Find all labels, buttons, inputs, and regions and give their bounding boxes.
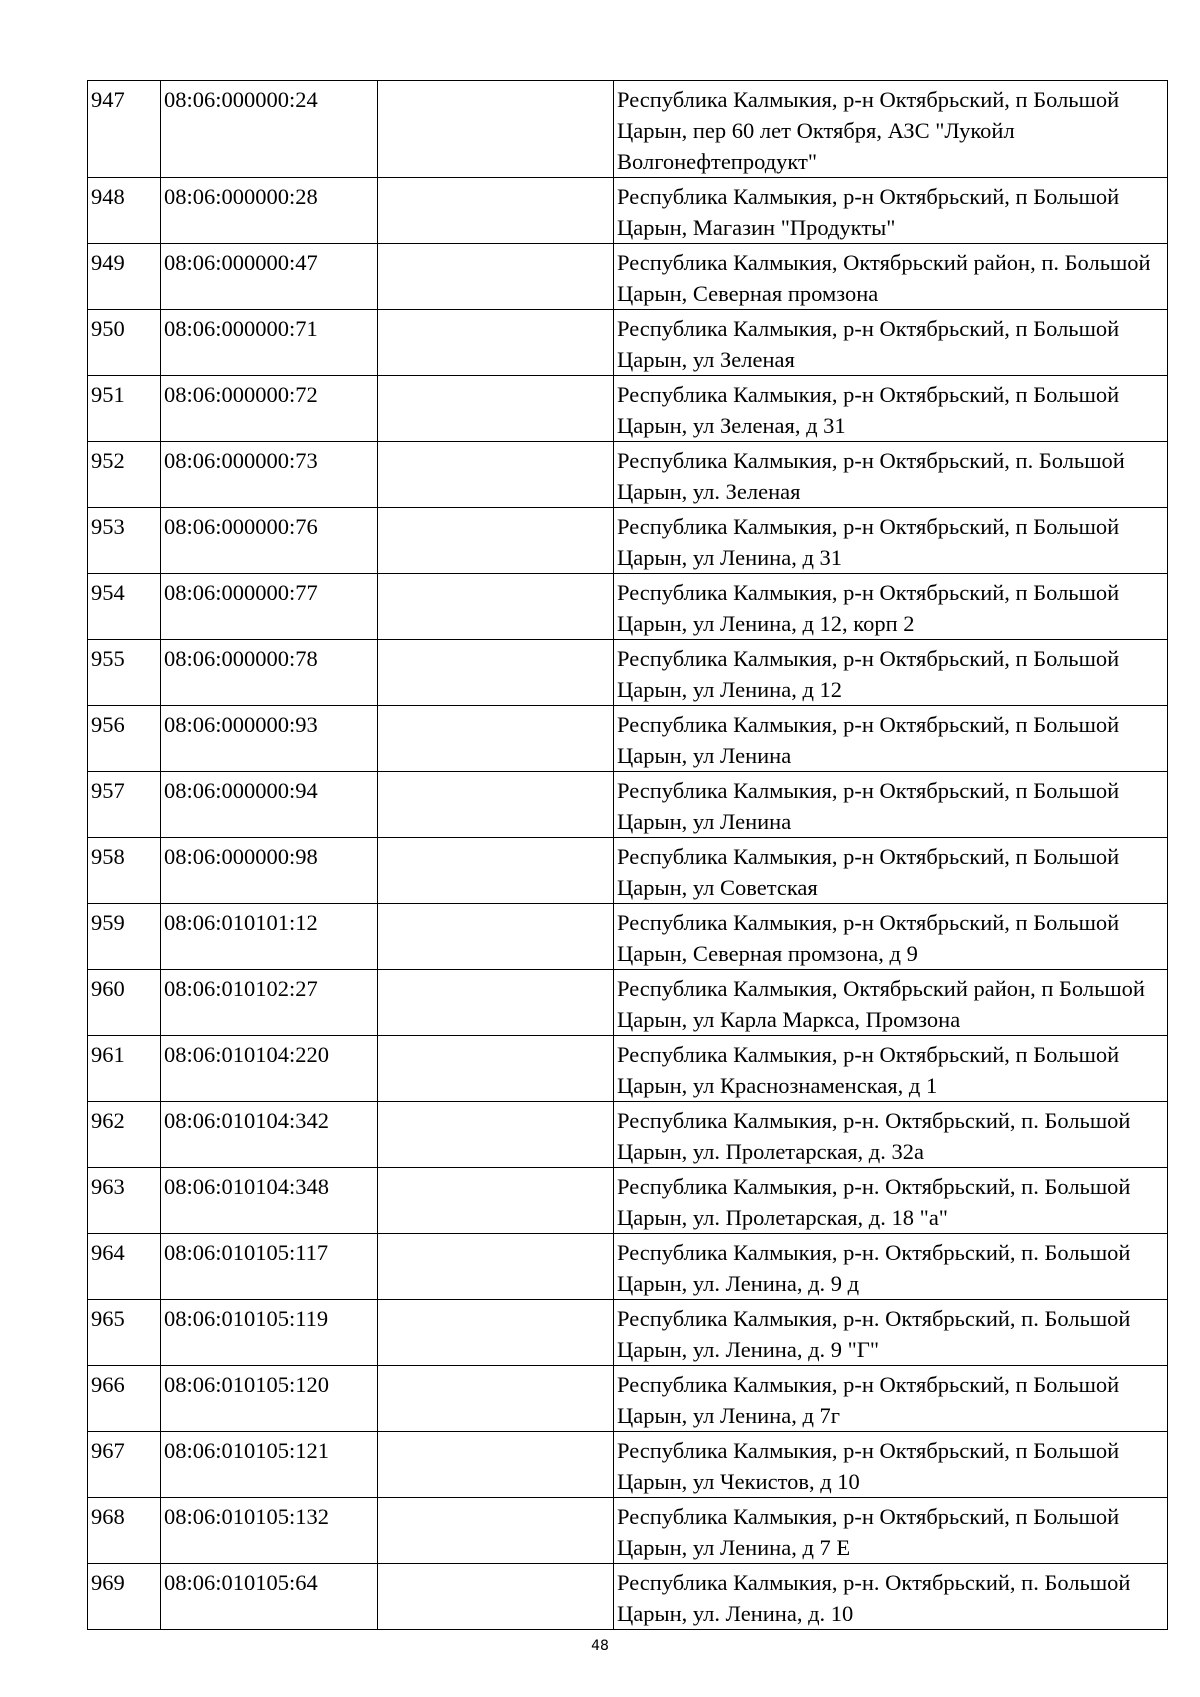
table-row (88, 1498, 1168, 1564)
empty-cell (378, 1102, 614, 1168)
cadastral-number-cell: 08:06:000000:24 (161, 81, 378, 178)
empty-cell (378, 1432, 614, 1498)
empty-cell (378, 1300, 614, 1366)
table-row (88, 1564, 1168, 1630)
table-row (88, 574, 1168, 640)
cadastral-number-cell: 08:06:000000:98 (161, 838, 378, 904)
empty-cell (378, 706, 614, 772)
row-number-cell: 953 (88, 508, 161, 574)
address-cell: Республика Калмыкия, р-н Октябрьский, п Большой Царын, Северная промзона, д 9 (614, 904, 1168, 970)
cadastral-number-cell: 08:06:010105:132 (161, 1498, 378, 1564)
address-cell: Республика Калмыкия, Октябрьский район, п Большой Царын, ул Карла Маркса, Промзона (614, 970, 1168, 1036)
cadastral-number-cell: 08:06:000000:47 (161, 244, 378, 310)
address-cell: Республика Калмыкия, р-н Октябрьский, п Большой Царын, ул Ленина, д 31 (614, 508, 1168, 574)
table-row (88, 508, 1168, 574)
address-cell: Республика Калмыкия, р-н Октябрьский, п Большой Царын, ул Краснознаменская, д 1 (614, 1036, 1168, 1102)
cadastral-number-cell: 08:06:010104:220 (161, 1036, 378, 1102)
table-row (88, 1102, 1168, 1168)
row-number-cell: 965 (88, 1300, 161, 1366)
table-row (88, 1234, 1168, 1300)
cadastral-number-cell: 08:06:000000:94 (161, 772, 378, 838)
row-number-cell: 969 (88, 1564, 161, 1630)
cadastral-number-cell: 08:06:000000:76 (161, 508, 378, 574)
address-cell: Республика Калмыкия, р-н Октябрьский, п Большой Царын, ул Ленина, д 7 Е (614, 1498, 1168, 1564)
empty-cell (378, 1498, 614, 1564)
cadastral-number-cell: 08:06:000000:28 (161, 178, 378, 244)
table-row (88, 1300, 1168, 1366)
address-cell: Республика Калмыкия, р-н Октябрьский, п Большой Царын, пер 60 лет Октября, АЗС "Лукойл Волгонефтепродукт" (614, 81, 1168, 178)
address-cell: Республика Калмыкия, р-н Октябрьский, п Большой Царын, ул Ленина, д 7г (614, 1366, 1168, 1432)
cadastral-number-cell: 08:06:010105:64 (161, 1564, 378, 1630)
address-cell: Республика Калмыкия, р-н Октябрьский, п. Большой Царын, ул. Зеленая (614, 442, 1168, 508)
cadastral-number-cell: 08:06:010104:342 (161, 1102, 378, 1168)
table-row (88, 1168, 1168, 1234)
cadastral-number-cell: 08:06:010105:121 (161, 1432, 378, 1498)
address-cell: Республика Калмыкия, р-н Октябрьский, п Большой Царын, ул Зеленая, д 31 (614, 376, 1168, 442)
row-number-cell: 947 (88, 81, 161, 178)
row-number-cell: 952 (88, 442, 161, 508)
row-number-cell: 955 (88, 640, 161, 706)
row-number-cell: 948 (88, 178, 161, 244)
row-number-cell: 950 (88, 310, 161, 376)
cadastral-number-cell: 08:06:010105:120 (161, 1366, 378, 1432)
row-number-cell: 960 (88, 970, 161, 1036)
cadastral-number-cell: 08:06:010104:348 (161, 1168, 378, 1234)
empty-cell (378, 376, 614, 442)
table-row (88, 640, 1168, 706)
empty-cell (378, 1366, 614, 1432)
address-cell: Республика Калмыкия, р-н Октябрьский, п Большой Царын, ул Советская (614, 838, 1168, 904)
row-number-cell: 962 (88, 1102, 161, 1168)
address-cell: Республика Калмыкия, р-н Октябрьский, п Большой Царын, Магазин "Продукты" (614, 178, 1168, 244)
row-number-cell: 957 (88, 772, 161, 838)
empty-cell (378, 244, 614, 310)
row-number-cell: 958 (88, 838, 161, 904)
cadastral-number-cell: 08:06:010105:117 (161, 1234, 378, 1300)
registry-table (87, 80, 1168, 1630)
row-number-cell: 963 (88, 1168, 161, 1234)
page-number: 48 (591, 1638, 609, 1654)
empty-cell (378, 81, 614, 178)
table-row (88, 1366, 1168, 1432)
registry-table-body (88, 81, 1168, 1630)
empty-cell (378, 904, 614, 970)
address-cell: Республика Калмыкия, р-н Октябрьский, п Большой Царын, ул Ленина, д 12, корп 2 (614, 574, 1168, 640)
cadastral-number-cell: 08:06:000000:77 (161, 574, 378, 640)
empty-cell (378, 1168, 614, 1234)
table-row (88, 376, 1168, 442)
address-cell: Республика Калмыкия, р-н. Октябрьский, п. Большой Царын, ул. Пролетарская, д. 32а (614, 1102, 1168, 1168)
row-number-cell: 966 (88, 1366, 161, 1432)
empty-cell (378, 178, 614, 244)
table-row (88, 1036, 1168, 1102)
row-number-cell: 954 (88, 574, 161, 640)
table-row (88, 244, 1168, 310)
address-cell: Республика Калмыкия, р-н. Октябрьский, п. Большой Царын, ул. Ленина, д. 9 д (614, 1234, 1168, 1300)
table-row (88, 81, 1168, 178)
empty-cell (378, 970, 614, 1036)
address-cell: Республика Калмыкия, Октябрьский район, п. Большой Царын, Северная промзона (614, 244, 1168, 310)
empty-cell (378, 508, 614, 574)
table-row (88, 706, 1168, 772)
cadastral-number-cell: 08:06:010101:12 (161, 904, 378, 970)
table-row (88, 904, 1168, 970)
table-row (88, 838, 1168, 904)
empty-cell (378, 310, 614, 376)
table-row (88, 442, 1168, 508)
address-cell: Республика Калмыкия, р-н. Октябрьский, п. Большой Царын, ул. Ленина, д. 9 "Г" (614, 1300, 1168, 1366)
row-number-cell: 956 (88, 706, 161, 772)
address-cell: Республика Калмыкия, р-н Октябрьский, п Большой Царын, ул Ленина, д 12 (614, 640, 1168, 706)
empty-cell (378, 838, 614, 904)
table-row (88, 1432, 1168, 1498)
table-row (88, 310, 1168, 376)
row-number-cell: 951 (88, 376, 161, 442)
empty-cell (378, 1036, 614, 1102)
table-row (88, 178, 1168, 244)
empty-cell (378, 640, 614, 706)
row-number-cell: 967 (88, 1432, 161, 1498)
cadastral-number-cell: 08:06:010102:27 (161, 970, 378, 1036)
cadastral-number-cell: 08:06:000000:93 (161, 706, 378, 772)
row-number-cell: 964 (88, 1234, 161, 1300)
empty-cell (378, 772, 614, 838)
cadastral-number-cell: 08:06:000000:71 (161, 310, 378, 376)
empty-cell (378, 574, 614, 640)
address-cell: Республика Калмыкия, р-н Октябрьский, п Большой Царын, ул Зеленая (614, 310, 1168, 376)
table-row (88, 772, 1168, 838)
table-row (88, 970, 1168, 1036)
address-cell: Республика Калмыкия, р-н Октябрьский, п Большой Царын, ул Ленина (614, 706, 1168, 772)
cadastral-number-cell: 08:06:000000:73 (161, 442, 378, 508)
row-number-cell: 949 (88, 244, 161, 310)
address-cell: Республика Калмыкия, р-н. Октябрьский, п. Большой Царын, ул. Пролетарская, д. 18 "а" (614, 1168, 1168, 1234)
address-cell: Республика Калмыкия, р-н Октябрьский, п Большой Царын, ул Чекистов, д 10 (614, 1432, 1168, 1498)
row-number-cell: 961 (88, 1036, 161, 1102)
cadastral-number-cell: 08:06:000000:72 (161, 376, 378, 442)
address-cell: Республика Калмыкия, р-н. Октябрьский, п. Большой Царын, ул. Ленина, д. 10 (614, 1564, 1168, 1630)
address-cell: Республика Калмыкия, р-н Октябрьский, п Большой Царын, ул Ленина (614, 772, 1168, 838)
row-number-cell: 968 (88, 1498, 161, 1564)
cadastral-number-cell: 08:06:010105:119 (161, 1300, 378, 1366)
empty-cell (378, 1564, 614, 1630)
row-number-cell: 959 (88, 904, 161, 970)
empty-cell (378, 1234, 614, 1300)
empty-cell (378, 442, 614, 508)
cadastral-number-cell: 08:06:000000:78 (161, 640, 378, 706)
